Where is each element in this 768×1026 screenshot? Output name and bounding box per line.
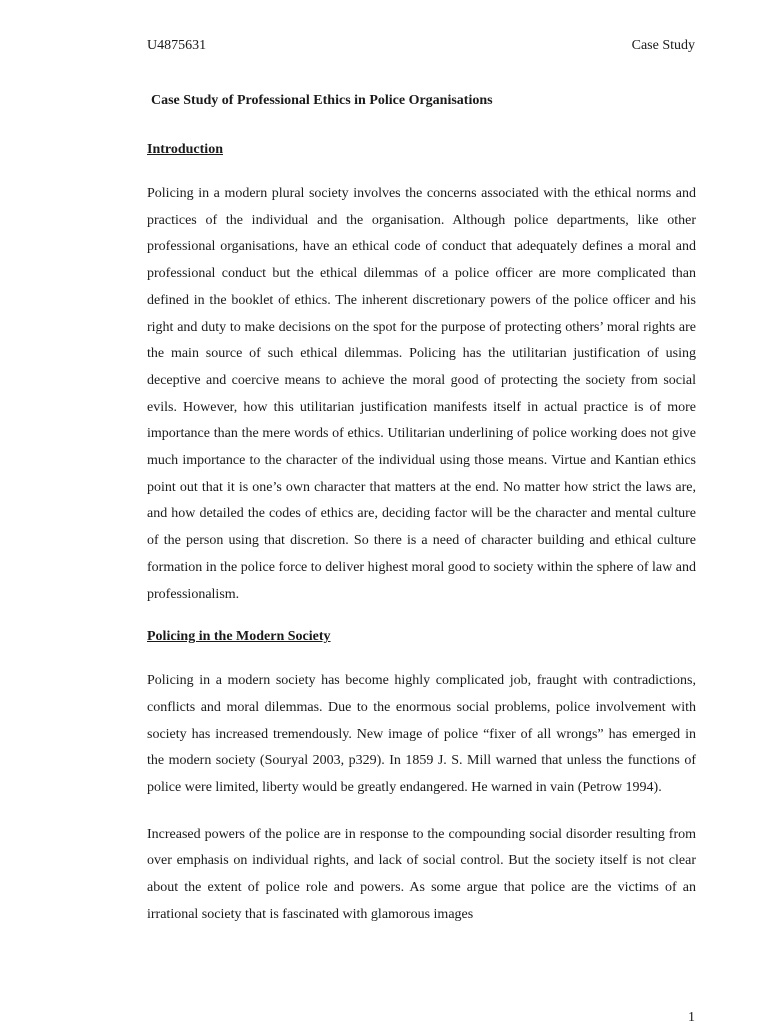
modern-society-paragraph-1: Policing in a modern society has become highly complicated job, fraught with contradictions, conflicts and moral dilemmas. Due to the enormous social problems, police involvement with society has increased tremendously. New image of police “fixer of all wrongs” has emerged in the modern society (Souryal 2003, p329). In 1859 J. S. Mill warned that unless the functions of police were limited, liberty would be greatly endangered. He warned in vain (Petrow 1994). (147, 673, 696, 796)
introduction-paragraph: Policing in a modern plural society involves the concerns associated with the ethical norms and practices of the individual and the organisation. Although police departments, like other professional organisations, have an ethical code of conduct that adequately defines a moral and professional conduct but the ethical dilemmas of a police officer are more complicated than defined in the booklet of ethics. The inherent discretionary powers of the police officer and his right and duty to make decisions on the spot for the purpose of protecting others’ moral rights are the main source of such ethical dilemmas. Policing has the utilitarian justification of using deceptive and coercive means to achieve the moral good of protecting the society from social evils. However, how this utilitarian justification manifests itself in actual practice is of more importance than the mere words of ethics. Utilitarian underlining of police working does not give much importance to the character of the individual using those means. Virtue and Kantian ethics point out that it is one’s own character that matters at the end. No matter how strict the laws are, and how detailed the codes of ethics are, deciding factor will be the character and mental culture of the person using that discretion. So there is a need of character building and ethical culture formation in the police force to deliver highest moral good to society within the sphere of law and professionalism. (147, 186, 696, 602)
section-heading-modern-society: Policing in the Modern Society (147, 629, 331, 645)
section-heading-introduction: Introduction (147, 142, 223, 157)
document-title: Case Study of Professional Ethics in Police Organisations (151, 93, 493, 108)
document-body (147, 92, 696, 949)
header-running-title: Case Study (631, 38, 695, 53)
page-number: 1 (688, 1010, 695, 1025)
header-document-id: U4875631 (147, 38, 207, 53)
modern-society-paragraph-2: Increased powers of the police are in response to the compounding social disorder resulting from over emphasis on individual rights, and lack of social control. But the society itself is not clear about the extent of police role and powers. As some argue that police are the victims of an irrational society that is fascinated with glamorous images (147, 826, 696, 922)
